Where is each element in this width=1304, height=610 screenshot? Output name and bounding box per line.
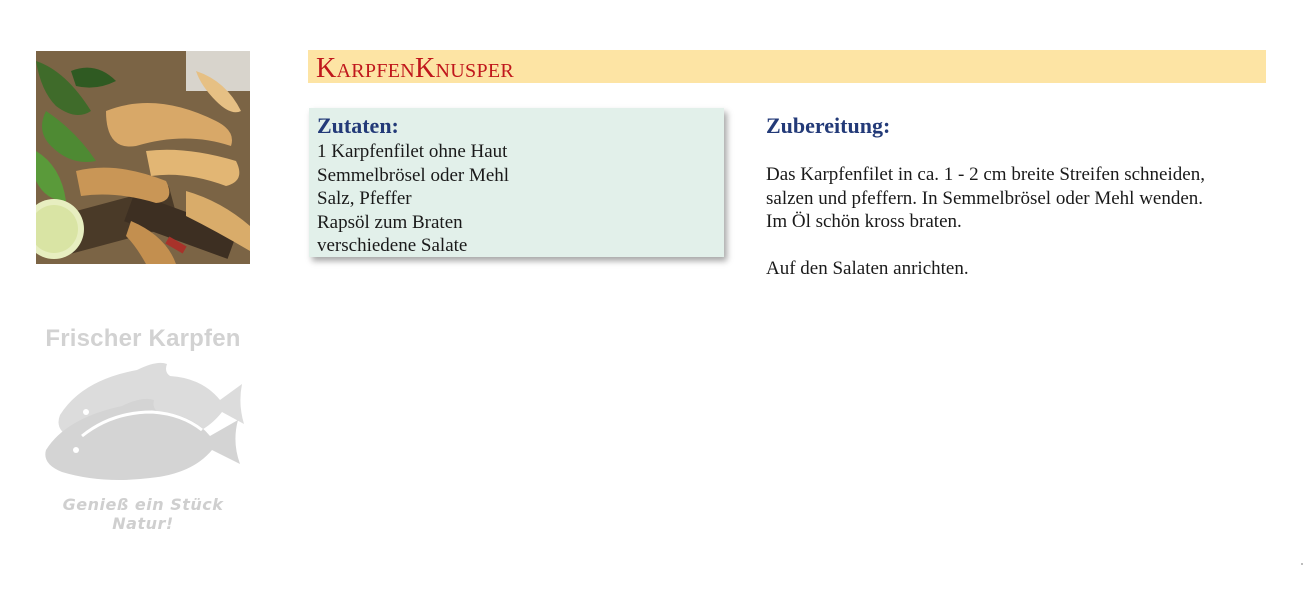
ingredients-box [309,108,724,257]
carp-fish-icon [42,360,246,488]
fried-carp-photo-icon [36,51,250,264]
recipe-title: KarpfenKnusper [316,53,515,84]
logo-title: Frischer Karpfen [45,325,241,352]
ingredient-item: Semmelbrösel oder Mehl [317,164,510,186]
brand-logo [36,322,250,533]
preparation-text: Das Karpfenfilet in ca. 1 - 2 cm breite Streifen schneiden, salzen und pfeffern. In Semmelbrösel oder Mehl wenden. Im Öl schön kross braten. [766,164,1205,232]
ingredient-item: verschiedene Salate [317,235,468,256]
ingredients-list [317,140,509,258]
preparation-heading: Zubereitung: [766,113,891,138]
corner-mark [1301,563,1303,565]
serving-text: Auf den Salaten anrichten. [766,258,969,279]
dish-photo [36,51,250,264]
ingredient-item: Rapsöl zum Braten [317,211,463,233]
logo-slogan: Genieß ein Stück Natur! [62,495,224,533]
ingredient-item: 1 Karpfenfilet ohne Haut [317,141,508,162]
ingredient-item: Salz, Pfeffer [317,188,412,209]
recipe-title-bar [308,50,1266,83]
ingredients-heading: Zutaten: [317,113,399,138]
